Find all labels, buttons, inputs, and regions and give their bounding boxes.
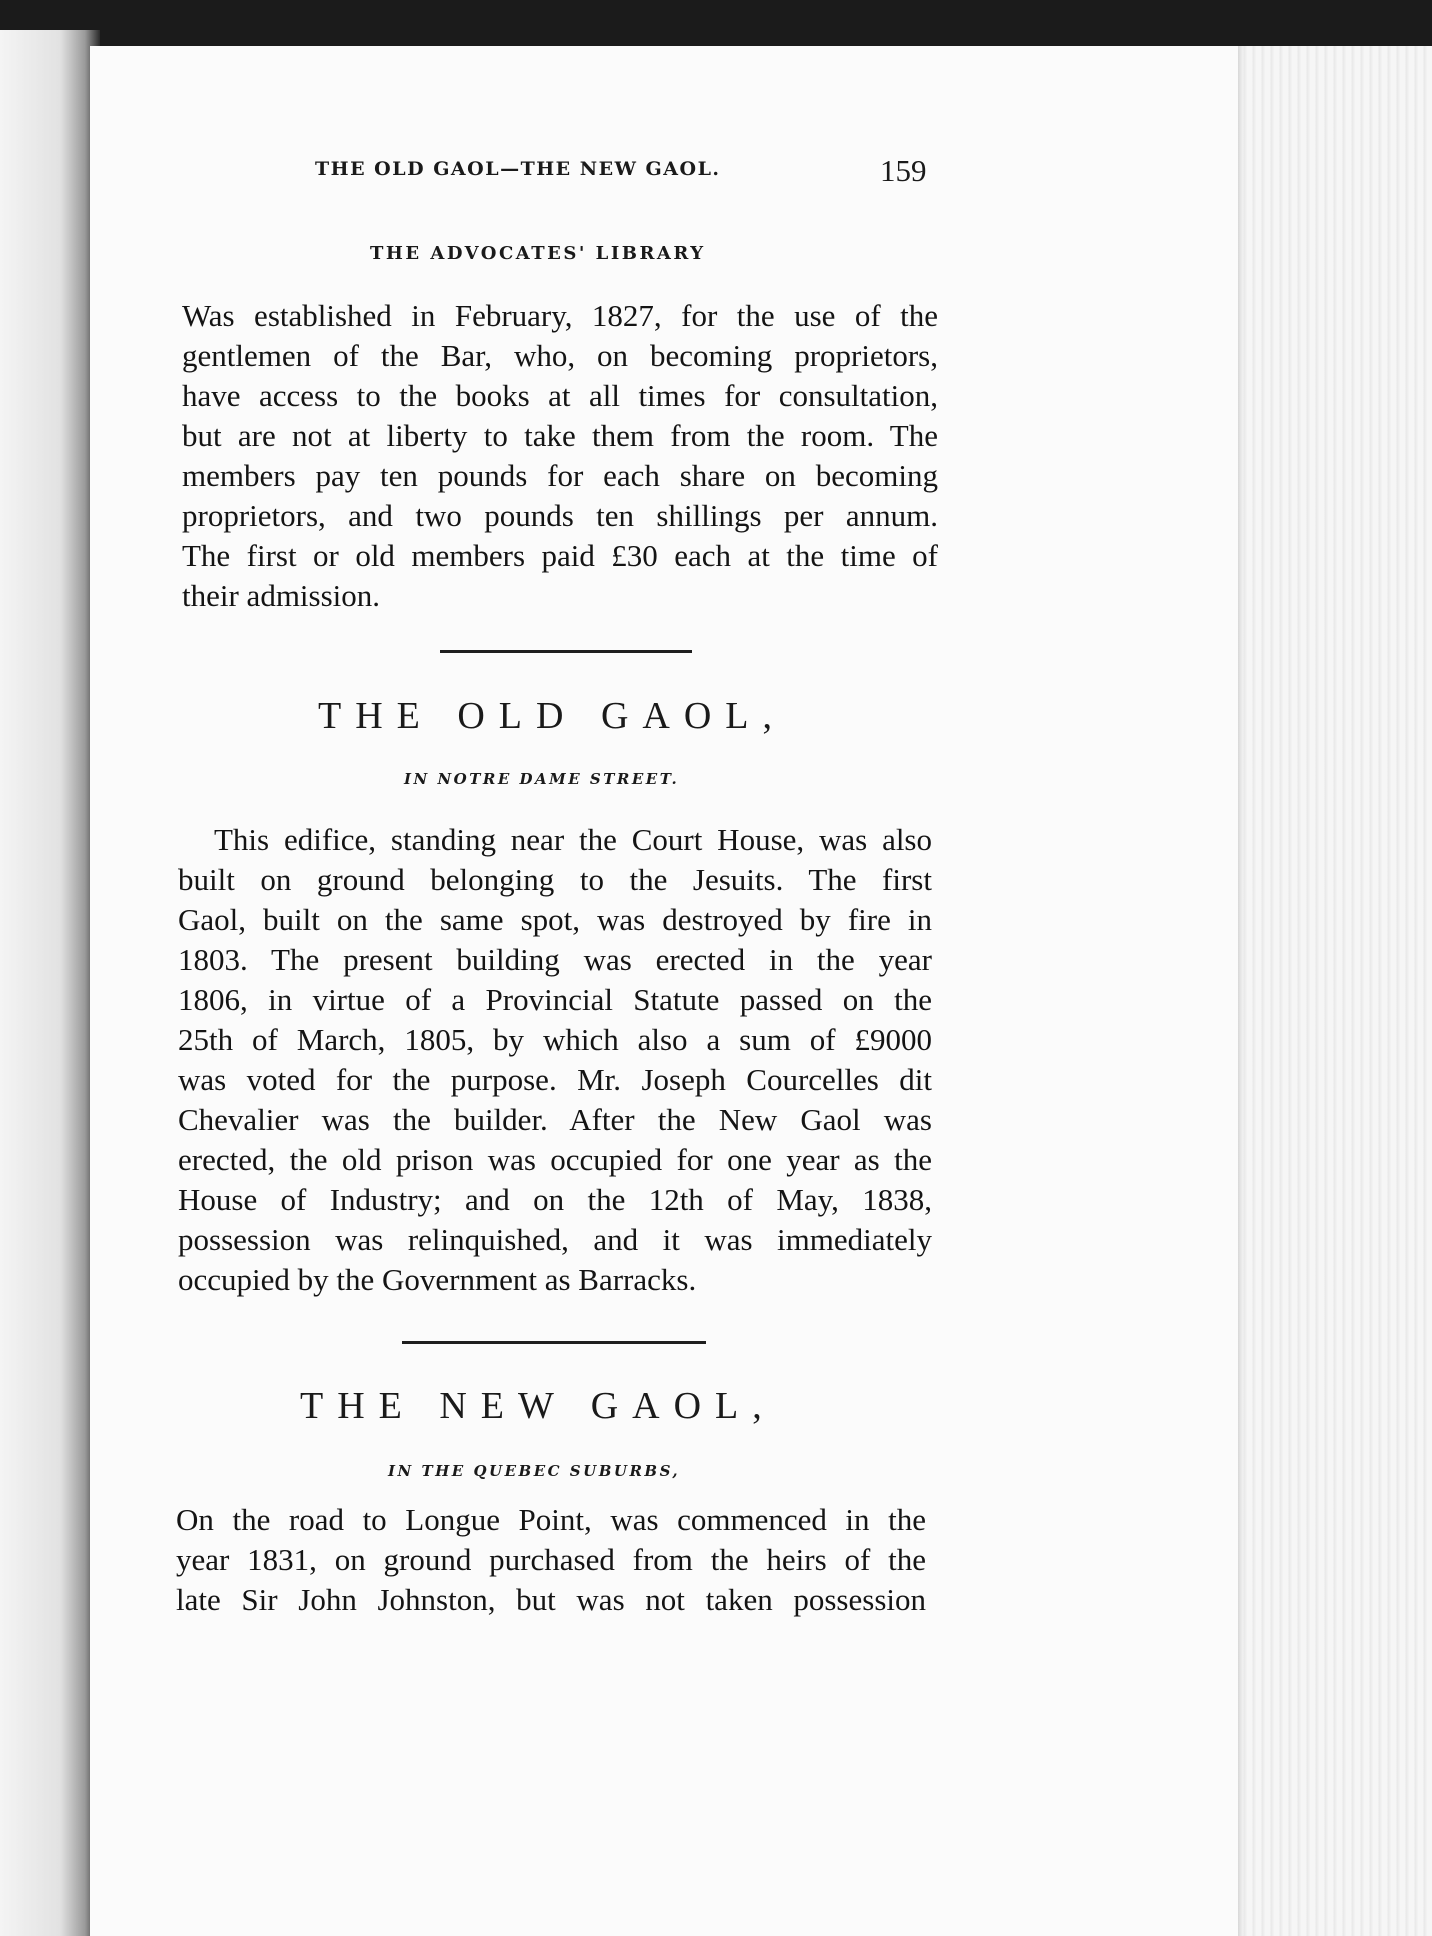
paragraph-line: members pay ten pounds for each share on becoming [182,458,938,493]
old-gaol-paragraph [178,820,932,1300]
section-divider [440,650,692,653]
paragraph-line: built on ground belonging to the Jesuits. The first [178,862,932,897]
new-gaol-title: THE NEW GAOL, [300,1385,776,1427]
new-gaol-subtitle: IN THE QUEBEC SUBURBS, [388,1462,681,1480]
page-stack-edge [1238,46,1432,1936]
paragraph-line: House of Industry; and on the 12th of May, 1838, [178,1182,932,1217]
paragraph-line: year 1831, on ground purchased from the heirs of the [176,1542,926,1577]
paragraph-line: late Sir John Johnston, but was not taken possession [176,1582,926,1617]
facing-page-edge [0,30,100,1936]
paragraph-line: their admission. [182,578,381,613]
paragraph-line: Chevalier was the builder. After the New Gaol was [178,1102,932,1137]
paragraph-line: 1803. The present building was erected in the year [178,942,932,977]
paragraph-line: proprietors, and two pounds ten shillings per annum. [182,498,938,533]
paragraph-line: gentlemen of the Bar, who, on becoming proprietors, [182,338,938,373]
paragraph-line: Was established in February, 1827, for the use of the [182,298,938,333]
paragraph-line: erected, the old prison was occupied for one year as the [178,1142,932,1177]
paragraph-line: This edifice, standing near the Court House, was also [214,822,932,857]
new-gaol-paragraph [176,1500,926,1620]
paragraph-line: The first or old members paid £30 each at the time of [182,538,938,573]
advocates-library-heading: THE ADVOCATES' LIBRARY [370,243,706,264]
paragraph-line: was voted for the purpose. Mr. Joseph Courcelles dit [178,1062,932,1097]
paragraph-line: occupied by the Government as Barracks. [178,1262,697,1297]
paragraph-line: On the road to Longue Point, was commenced in the [176,1502,926,1537]
paragraph-line: possession was relinquished, and it was immediately [178,1222,932,1257]
section-divider [402,1341,706,1344]
old-gaol-title: THE OLD GAOL, [318,695,787,737]
page-number: 159 [880,153,927,188]
paragraph-line: 25th of March, 1805, by which also a sum of £9000 [178,1022,932,1057]
running-head: THE OLD GAOL—THE NEW GAOL. [315,158,721,180]
advocates-library-paragraph [182,296,938,616]
scan-top-border [0,0,1432,46]
paragraph-line: 1806, in virtue of a Provincial Statute passed on the [178,982,932,1017]
paragraph-line: have access to the books at all times for consultation, [182,378,938,413]
old-gaol-subtitle: IN NOTRE DAME STREET. [404,770,680,788]
paragraph-line: but are not at liberty to take them from the room. The [182,418,938,453]
page-stack-shadow [1238,46,1244,1936]
paragraph-line: Gaol, built on the same spot, was destroyed by fire in [178,902,932,937]
